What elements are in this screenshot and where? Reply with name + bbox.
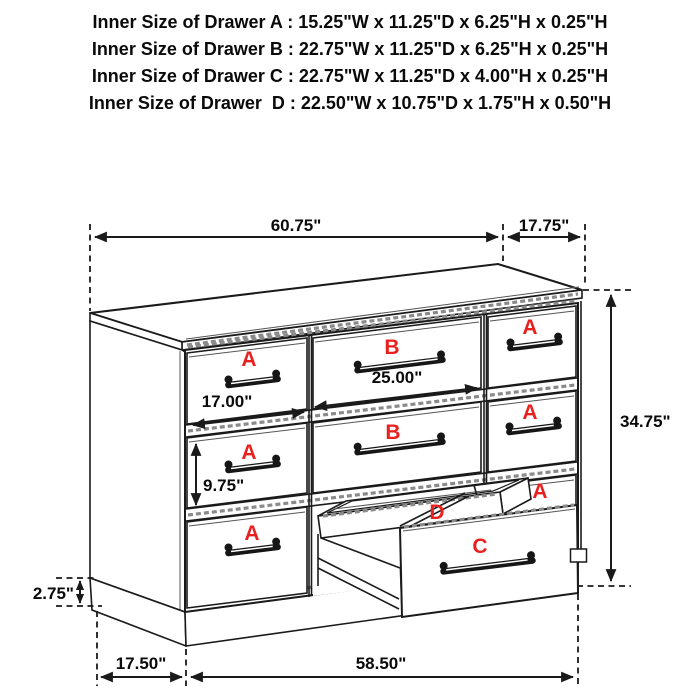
spec-line-drawer-c: Inner Size of Drawer C : 22.75"W x 11.25"D x 4.00"H x 0.25"H: [91, 66, 609, 86]
dimension-overall-height-label: 34.75": [620, 412, 671, 431]
left-side-panel: [90, 321, 185, 612]
dimension-drawer-a-width-label: 17.00": [201, 392, 253, 411]
drawer-label-a2: A: [241, 441, 257, 464]
dimension-base-width-label: 58.50": [355, 654, 407, 673]
drawer-label-a6: A: [532, 480, 548, 503]
dimension-base-height-label: 2.75": [32, 584, 74, 603]
dimension-base-depth-label: 17.50": [115, 654, 167, 673]
drawer-label-b1: B: [384, 336, 400, 359]
drawer-label-b2: B: [385, 421, 401, 444]
spec-line-drawer-b: Inner Size of Drawer B : 22.75"W x 11.25"D x 6.25"H x 0.25"H: [91, 39, 609, 59]
dimension-overall-height: [577, 290, 671, 586]
dimension-top-depth-label: 17.75": [518, 216, 570, 235]
dimension-drawer-b-width-label: 25.00": [371, 368, 423, 387]
drawer-label-d: D: [429, 501, 445, 524]
dimension-top-width-label: 60.75": [270, 216, 322, 235]
spec-line-drawer-d: Inner Size of Drawer D : 22.50"W x 10.75"D x 1.75"H x 0.50"H: [88, 93, 612, 113]
spec-line-drawer-a: Inner Size of Drawer A : 15.25"W x 11.25"D x 6.25"H x 0.25"H: [92, 12, 608, 32]
drawer-label-a3: A: [244, 522, 260, 545]
drawer-label-a5: A: [522, 401, 538, 424]
drawer-label-a4: A: [522, 316, 538, 339]
drawer-label-a1: A: [241, 348, 257, 371]
drawer-label-c: C: [472, 535, 488, 558]
dimension-drawer-a-height-label: 9.75": [203, 476, 245, 495]
